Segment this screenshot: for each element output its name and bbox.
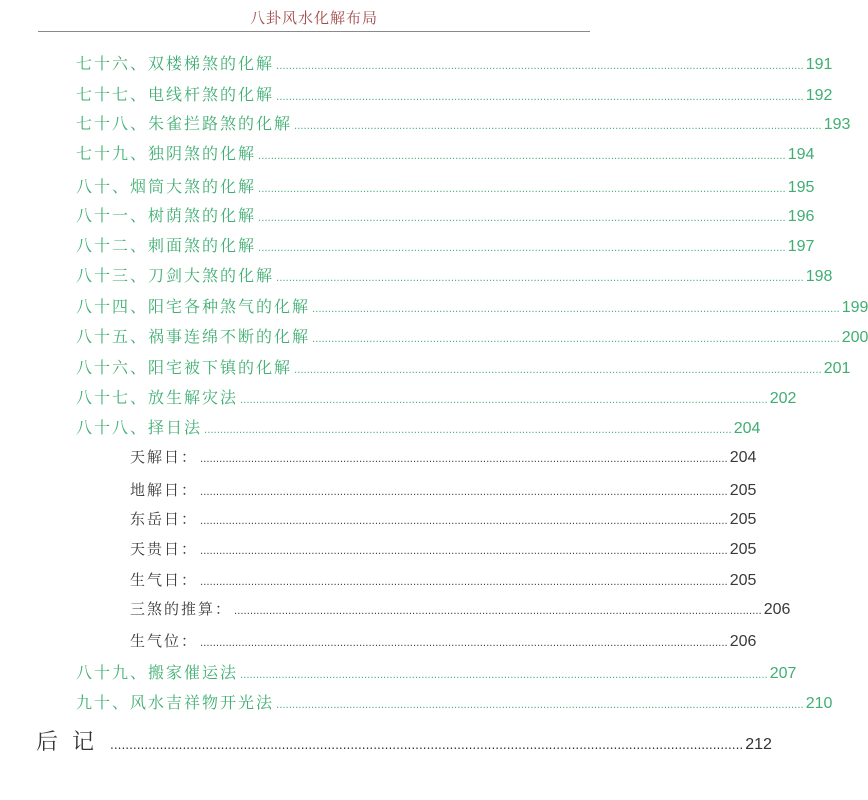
dot-leader: ...................................................................................................................................................................... [200, 546, 728, 557]
toc-entry-title: 三煞的推算： [130, 600, 233, 618]
toc-entry-title: 七十七、电线杆煞的化解 [76, 85, 275, 104]
dot-leader: ...................................................................................................................................................................... [312, 304, 840, 315]
toc-entry-title: 东岳日： [130, 510, 199, 528]
toc-subentry[interactable] [130, 446, 757, 467]
toc-entry-title: 九十、风水吉祥物开光法 [76, 693, 275, 712]
toc-entry[interactable] [76, 415, 761, 438]
dot-leader: ...................................................................................................................................................................... [110, 738, 744, 752]
toc-entry[interactable] [76, 233, 815, 256]
toc-page-number: 200 [841, 329, 868, 346]
toc-entry-title: 七十九、独阴煞的化解 [76, 144, 257, 163]
dot-leader: ...................................................................................................................................................................... [258, 184, 786, 195]
dot-leader: ...................................................................................................................................................................... [240, 670, 768, 681]
toc-page-number: 197 [787, 238, 815, 255]
toc-entry[interactable] [76, 385, 797, 408]
toc-page-number: 199 [841, 299, 868, 316]
dot-leader: ...................................................................................................................................................................... [312, 334, 840, 345]
dot-leader: ...................................................................................................................................................................... [240, 395, 768, 406]
toc-entry-title: 七十八、朱雀拦路煞的化解 [76, 114, 293, 133]
toc-page-number: 194 [787, 146, 815, 163]
book-title: 八卦风水化解布局 [249, 9, 378, 27]
dot-leader: ...................................................................................................................................................................... [258, 151, 786, 162]
dot-leader: ...................................................................................................................................................................... [234, 606, 762, 617]
toc-page-number: 204 [733, 420, 761, 437]
dot-leader: ...................................................................................................................................................................... [200, 516, 728, 527]
toc-page-number: 210 [805, 695, 833, 712]
toc-entry-title: 八十三、刀剑大煞的化解 [76, 266, 275, 285]
toc-page-number: 204 [729, 449, 757, 466]
dot-leader: ...................................................................................................................................................................... [200, 577, 728, 588]
toc-subentry[interactable] [130, 508, 757, 529]
toc-entry-title: 八十一、树荫煞的化解 [76, 206, 257, 225]
toc-page-number: 196 [787, 208, 815, 225]
toc-page-number: 191 [805, 56, 833, 73]
toc-entry[interactable] [76, 51, 833, 74]
toc-entry-title: 八十四、阳宅各种煞气的化解 [76, 297, 311, 316]
toc-subentry[interactable] [130, 538, 757, 559]
toc-page-number: 206 [763, 601, 791, 618]
toc-entry[interactable] [76, 174, 815, 197]
toc-entry-title: 八十九、搬家催运法 [76, 663, 239, 682]
toc-page-number: 202 [769, 390, 797, 407]
toc-entry-title: 八十、烟筒大煞的化解 [76, 177, 257, 196]
toc-page-number: 212 [745, 736, 772, 753]
toc-page-number: 195 [787, 179, 815, 196]
dot-leader: ...................................................................................................................................................................... [204, 425, 732, 436]
toc-page-number: 205 [729, 482, 757, 499]
dot-leader: ...................................................................................................................................................................... [294, 121, 822, 132]
toc-entry[interactable] [76, 690, 833, 713]
toc-page-number: 193 [823, 116, 851, 133]
toc-entry-title: 八十五、祸事连绵不断的化解 [76, 327, 311, 346]
toc-entry-title: 八十二、刺面煞的化解 [76, 236, 257, 255]
dot-leader: ...................................................................................................................................................................... [276, 273, 804, 284]
dot-leader: ...................................................................................................................................................................... [258, 243, 786, 254]
dot-leader: ...................................................................................................................................................................... [258, 213, 786, 224]
toc-entry[interactable] [76, 111, 851, 134]
toc-entry-title: 后记 [36, 730, 109, 755]
toc-entry[interactable] [76, 203, 815, 226]
toc-page-number: 205 [729, 511, 757, 528]
toc-entry[interactable] [76, 660, 797, 683]
dot-leader: ...................................................................................................................................................................... [276, 700, 804, 711]
toc-page-number: 205 [729, 572, 757, 589]
toc-entry-title: 八十七、放生解灾法 [76, 388, 239, 407]
toc-entry-afterword[interactable] [36, 725, 772, 756]
toc-entry-title: 生气日： [130, 571, 199, 589]
toc-page-number: 201 [823, 360, 851, 377]
toc-entry-title: 地解日： [130, 481, 199, 499]
dot-leader: ...................................................................................................................................................................... [200, 454, 728, 465]
toc-subentry[interactable] [130, 630, 757, 651]
dot-leader: ...................................................................................................................................................................... [276, 92, 804, 103]
dot-leader: ...................................................................................................................................................................... [276, 61, 804, 72]
toc-page-number: 206 [729, 633, 757, 650]
toc-page-number: 198 [805, 268, 833, 285]
toc-subentry[interactable] [130, 598, 791, 619]
toc-entry[interactable] [76, 141, 815, 164]
toc-subentry[interactable] [130, 569, 757, 590]
toc-entry[interactable] [76, 355, 851, 378]
toc-entry-title: 八十八、择日法 [76, 418, 203, 437]
toc-entry[interactable] [76, 324, 868, 347]
toc-entry[interactable] [76, 294, 868, 317]
toc-subentry[interactable] [130, 479, 757, 500]
toc-entry[interactable] [76, 263, 833, 286]
dot-leader: ...................................................................................................................................................................... [294, 365, 822, 376]
toc-entry-title: 七十六、双楼梯煞的化解 [76, 54, 275, 73]
toc-entry-title: 八十六、阳宅被下镇的化解 [76, 358, 293, 377]
dot-leader: ...................................................................................................................................................................... [200, 638, 728, 649]
toc-entry-title: 天贵日： [130, 540, 199, 558]
toc-entry-title: 生气位： [130, 632, 199, 650]
toc-page-number: 192 [805, 87, 833, 104]
toc-page-number: 205 [729, 541, 757, 558]
toc-page-number: 207 [769, 665, 797, 682]
toc-entry[interactable] [76, 82, 833, 105]
dot-leader: ...................................................................................................................................................................... [200, 487, 728, 498]
toc-entry-title: 天解日： [130, 448, 199, 466]
